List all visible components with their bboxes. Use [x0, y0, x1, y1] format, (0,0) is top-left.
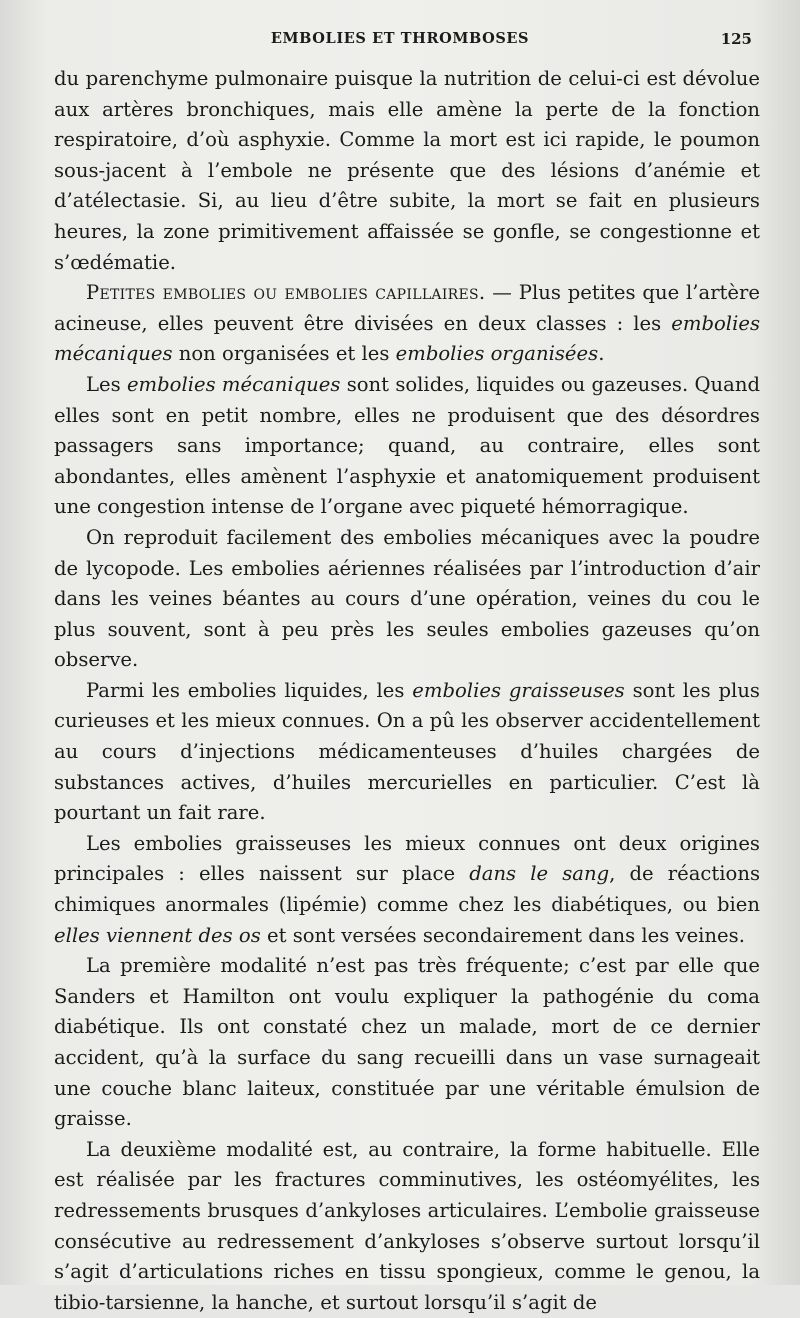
paragraph-5: Parmi les embolies liquides, les embolies graisseuses sont les plus curieuses et les mieux connues. On a pû les observer accidentellement au cours d’injections médicamenteuses d’huiles chargées de substances actives, d’huiles mercurielles en particulier. C’est là pourtant un fait rare. [54, 678, 760, 825]
section-heading: Petites embolies ou embolies capillaires. [86, 281, 486, 305]
paragraph-4: On reproduit facilement des embolies mécaniques avec la poudre de lycopode. Les embolies aériennes réalisées par l’introduction d’air dans les veines béantes au cours d’une opération, veines du cou le plus souvent, sont à peu près les seules embolies gazeuses qu’on observe. [54, 525, 760, 672]
paragraph-6: Les embolies graisseuses les mieux connues ont deux origines principales : elles naissent sur place dans le sang, de réactions chimiques anormales (lipémie) comme chez les diabétiques, ou bien elles viennent des os et sont versées secondairement dans les veines. [54, 831, 760, 947]
paragraph-1: du parenchyme pulmonaire puisque la nutrition de celui-ci est dévolue aux artères bronchiques, mais elle amène la perte de la fonction respiratoire, d’où asphyxie. Comme la mort est ici rapide, le poumon sous-jacent à l’embole ne présente que des lésions d’anémie et d’atélectasie. Si, au lieu d’être subite, la mort se fait en plusieurs heures, la zone primitivement affaissée se gonfle, se congestionne et s’œdématie. [54, 67, 760, 274]
body-text [54, 64, 760, 1318]
running-title: EMBOLIES ET THROMBOSES [270, 30, 530, 47]
paragraph-7: La première modalité n’est pas très fréquente; c’est par elle que Sanders et Hamilton ont voulu expliquer la pathogénie du coma diabétique. Ils ont constaté chez un malade, mort de ce dernier accident, qu’à la surface du sang recueilli dans un vase surnageait une couche blanc laiteux, constituée par une véritable émulsion de graisse. [54, 954, 760, 1131]
paragraph-2: Petites embolies ou embolies capillaires. — Plus petites que l’artère acineuse, elles peuvent être divisées en deux classes : les embolies mécaniques non organisées et les embolies organisées. [54, 281, 760, 366]
paragraph-8: La deuxième modalité est, au contraire, la forme habituelle. Elle est réalisée par les fractures comminutives, les ostéomyélites, les redressements brusques d’ankyloses articulaires. L’embolie graisseuse consécutive au redressement d’ankyloses s’observe surtout lorsqu’il s’agit d’articulations riches en tissu spongieux, comme le genou, la tibio-tarsienne, la hanche, et surtout lorsqu’il s’agit de [54, 1137, 760, 1314]
page-header [0, 30, 800, 54]
paragraph-3: Les embolies mécaniques sont solides, liquides ou gazeuses. Quand elles sont en petit nombre, elles ne produisent que des désordres passagers sans importance; quand, au contraire, elles sont abondantes, elles amènent l’asphyxie et anatomiquement produisent une congestion intense de l’organe avec piqueté hémorragique. [54, 372, 760, 519]
page-number: 125 [720, 30, 752, 48]
